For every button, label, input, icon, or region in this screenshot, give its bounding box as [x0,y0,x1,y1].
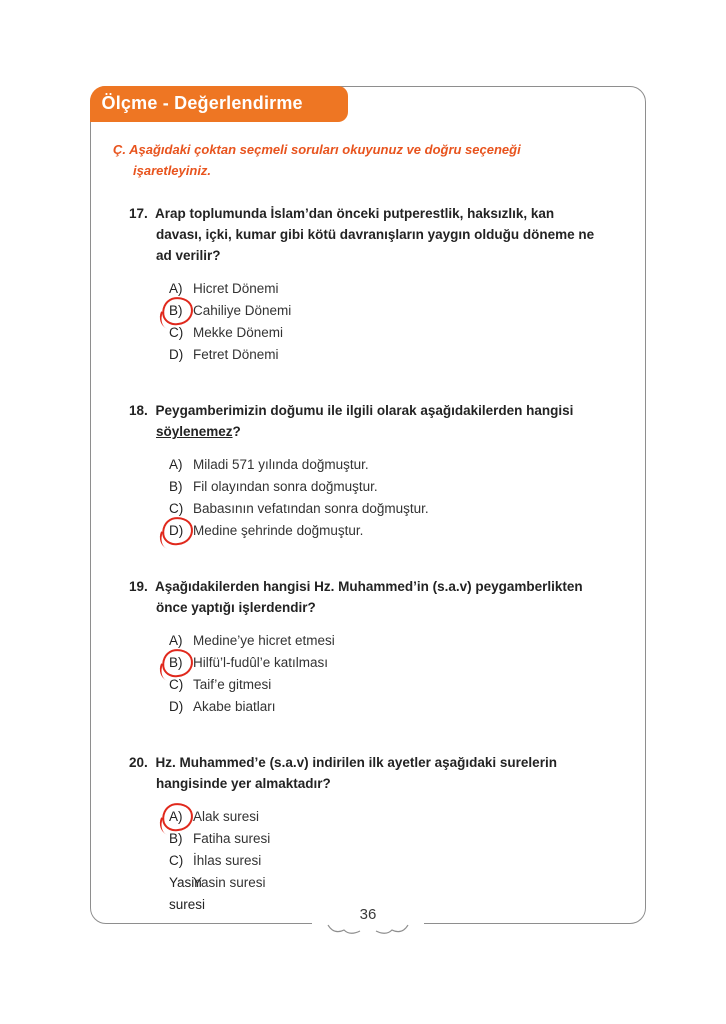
option-letter: B) [169,479,183,494]
header-banner [90,86,348,122]
page-number-ornament [312,907,424,937]
option-text: Fetret Dönemi [193,347,279,362]
question-body: Peygamberimizin doğumu ile ilgili olarak aşağıdakilerden hangisi [155,403,574,418]
option-text: Yasin suresi [193,875,266,890]
option-row [169,630,619,652]
option-row [169,300,619,322]
option-letter: C) [169,853,184,868]
option-text: Fatiha suresi [193,831,271,846]
question-suffix: ? [232,424,241,439]
option-row [169,674,619,696]
option-letter: A) [169,281,183,296]
option-row [169,696,619,718]
option-text: Taif’e gitmesi [193,677,272,692]
option-row [169,476,619,498]
option-row [169,806,619,828]
option-letter: B) [169,831,183,846]
option-text: Medine’ye hicret etmesi [193,633,335,648]
option-text: Miladi 571 yılında doğmuştur. [193,457,369,472]
question-body: Arap toplumunda İslam’dan önceki putperestlik, haksızlık, kan davası, içki, kumar gibi kötü davranışların yaygın olduğu döneme ne ad verilir? [155,206,595,263]
option-letter: C) [169,325,184,340]
option-letter: A) [169,633,183,648]
option-letter: D) [169,347,184,362]
question-text [129,400,601,442]
option-row [169,850,619,872]
option-text: Mekke Dönemi [193,325,284,340]
question-text [129,752,601,794]
option-text: Cahiliye Dönemi [193,303,292,318]
options-list [169,806,619,916]
question-text [129,203,601,266]
option-row [169,344,619,366]
option-letter answer-mark: D) [169,520,193,542]
options-list [169,630,619,718]
question-number: 19. [129,579,148,594]
option-letter: D) [169,699,184,714]
option-text: Hilfü’l-fudûl’e katılması [193,655,329,670]
option-row [169,498,619,520]
options-list [169,454,619,542]
page-title: Ölçme - Değerlendirme [101,93,303,113]
options-list [169,278,619,366]
page-frame [90,86,646,924]
question-number: 18. [129,403,148,418]
page-content [91,123,645,923]
question-17 [129,203,619,366]
option-row [169,278,619,300]
option-row [169,520,619,542]
option-letter: Yasin suresi [169,875,206,912]
option-text: Akabe biatları [193,699,276,714]
option-letter answer-mark: A) [169,806,193,828]
question-19 [129,576,619,718]
option-text: Fil olayından sonra doğmuştur. [193,479,378,494]
option-text: Medine şehrinde doğmuştur. [193,523,364,538]
option-row [169,454,619,476]
option-text: Alak suresi [193,809,260,824]
option-row [169,652,619,674]
question-body: Aşağıdakilerden hangisi Hz. Muhammed’in (s.a.v) peygamberlikten önce yaptığı işlerdendir? [155,579,583,615]
question-20 [129,752,619,916]
option-letter: C) [169,677,184,692]
option-letter: C) [169,501,184,516]
option-letter answer-mark: B) [169,652,193,674]
question-text [129,576,601,618]
option-text: Hicret Dönemi [193,281,279,296]
question-number: 20. [129,755,148,770]
option-row [169,322,619,344]
question-18 [129,400,619,542]
page-number: 36 [359,906,377,923]
option-letter answer-mark: B) [169,300,193,322]
option-row [169,828,619,850]
question-number: 17. [129,206,148,221]
question-list [113,203,619,916]
scallop-decoration-icon [326,923,410,937]
option-letter: A) [169,457,183,472]
question-emphasis: söylenemez [156,424,233,439]
question-body: Hz. Muhammed’e (s.a.v) indirilen ilk ayetler aşağıdaki surelerin hangisinde yer almaktadır? [155,755,557,791]
instruction-text: Ç. Aşağıdaki çoktan seçmeli soruları okuyunuz ve doğru seçeneği işaretleyiniz. [113,142,521,178]
option-text: Babasının vefatından sonra doğmuştur. [193,501,429,516]
option-text: İhlas suresi [193,853,262,868]
